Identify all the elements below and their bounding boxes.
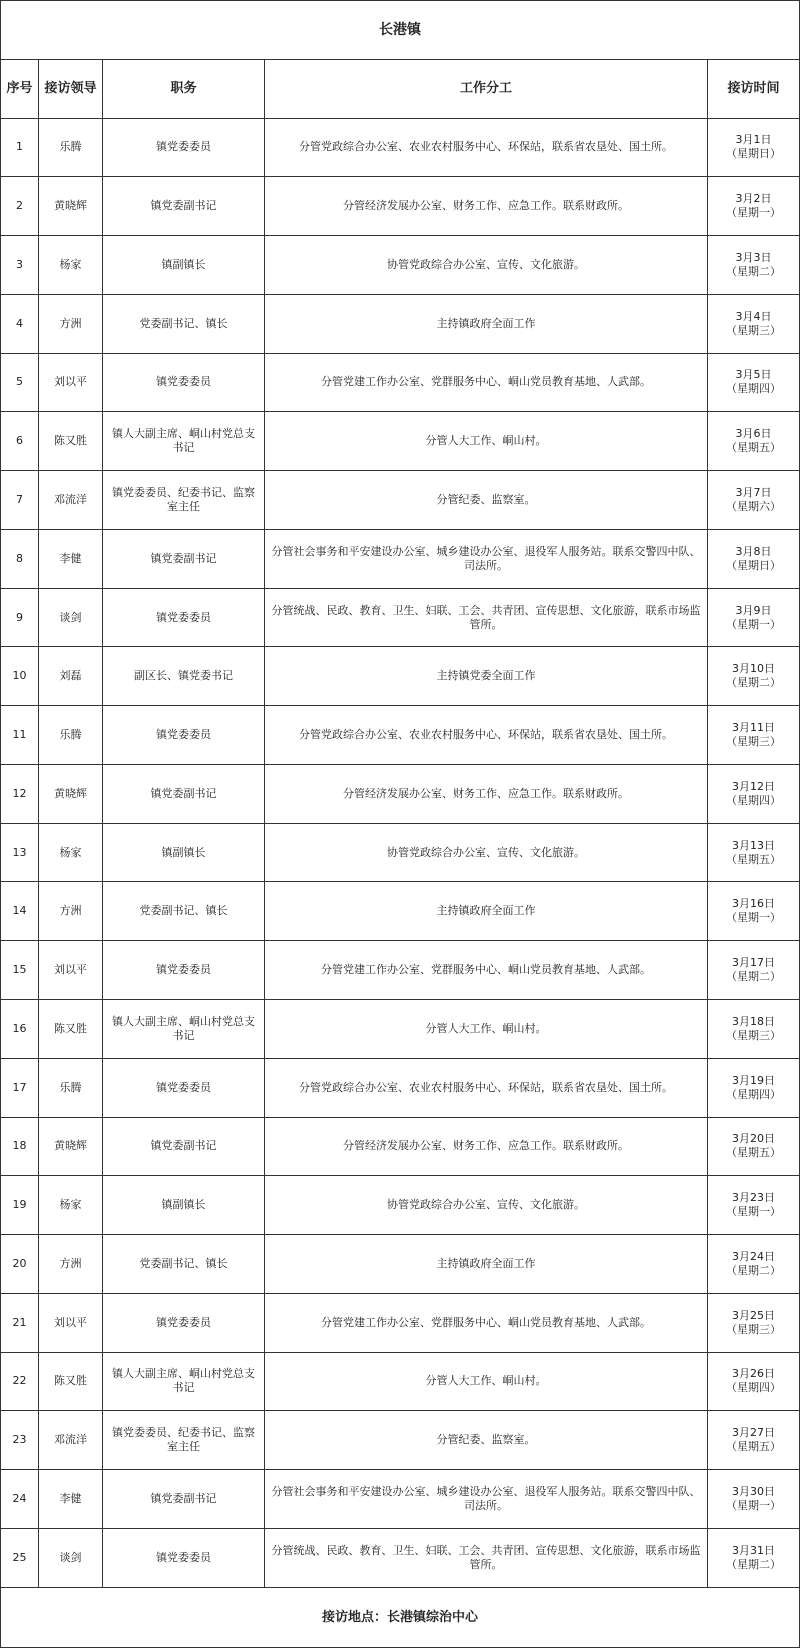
reception-date: 3月9日 bbox=[735, 603, 772, 617]
cell-leader: 邓流洋 bbox=[39, 471, 103, 530]
reception-weekday: （星期二） bbox=[726, 1557, 782, 1571]
cell-reception-time bbox=[708, 1528, 800, 1587]
cell-leader: 邓流洋 bbox=[39, 1411, 103, 1470]
header-position: 职务 bbox=[103, 59, 265, 118]
reception-weekday: （星期三） bbox=[726, 735, 782, 749]
cell-position: 镇党委委员 bbox=[103, 1058, 265, 1117]
reception-date: 3月20日 bbox=[732, 1132, 776, 1146]
reception-weekday: （星期三） bbox=[726, 323, 782, 337]
reception-date: 3月27日 bbox=[732, 1426, 776, 1440]
cell-position: 党委副书记、镇长 bbox=[103, 882, 265, 941]
reception-date: 3月17日 bbox=[732, 956, 776, 970]
cell-leader: 刘磊 bbox=[39, 647, 103, 706]
cell-duty: 协管党政综合办公室、宣传、文化旅游。 bbox=[265, 823, 708, 882]
cell-reception-time bbox=[708, 294, 800, 353]
cell-leader: 乐腾 bbox=[39, 118, 103, 177]
cell-duty: 分管党政综合办公室、农业农村服务中心、环保站，联系省农垦处、国土所。 bbox=[265, 118, 708, 177]
reception-date: 3月13日 bbox=[732, 838, 776, 852]
reception-weekday: （星期一） bbox=[726, 911, 782, 925]
cell-leader: 黄晓辉 bbox=[39, 1117, 103, 1176]
reception-date: 3月30日 bbox=[732, 1485, 776, 1499]
reception-date: 3月5日 bbox=[735, 368, 772, 382]
reception-date: 3月26日 bbox=[732, 1367, 776, 1381]
cell-duty: 主持镇政府全面工作 bbox=[265, 882, 708, 941]
cell-reception-time bbox=[708, 823, 800, 882]
cell-position: 镇人大副主席、峒山村党总支书记 bbox=[103, 1000, 265, 1059]
cell-position: 镇党委委员 bbox=[103, 1528, 265, 1587]
header-time: 接访时间 bbox=[708, 59, 800, 118]
cell-position: 党委副书记、镇长 bbox=[103, 1235, 265, 1294]
cell-reception-time bbox=[708, 706, 800, 765]
cell-duty: 分管经济发展办公室、财务工作、应急工作。联系财政所。 bbox=[265, 764, 708, 823]
cell-duty: 分管人大工作、峒山村。 bbox=[265, 1000, 708, 1059]
cell-reception-time bbox=[708, 412, 800, 471]
cell-duty: 主持镇政府全面工作 bbox=[265, 1235, 708, 1294]
reception-weekday: （星期五） bbox=[726, 441, 782, 455]
cell-position: 镇党委委员 bbox=[103, 1293, 265, 1352]
cell-reception-time bbox=[708, 588, 800, 647]
cell-no: 2 bbox=[1, 177, 39, 236]
reception-date: 3月10日 bbox=[732, 662, 776, 676]
cell-leader: 陈又胜 bbox=[39, 1352, 103, 1411]
table-row bbox=[1, 706, 800, 765]
reception-date: 3月8日 bbox=[735, 544, 772, 558]
reception-date: 3月11日 bbox=[732, 721, 776, 735]
reception-date: 3月16日 bbox=[732, 897, 776, 911]
reception-location: 接访地点：长港镇综治中心 bbox=[1, 1588, 800, 1648]
header-duty: 工作分工 bbox=[265, 59, 708, 118]
cell-reception-time bbox=[708, 236, 800, 295]
cell-no: 6 bbox=[1, 412, 39, 471]
cell-position: 镇党委委员 bbox=[103, 118, 265, 177]
cell-reception-time bbox=[708, 882, 800, 941]
cell-no: 12 bbox=[1, 764, 39, 823]
reception-weekday: （星期四） bbox=[726, 382, 782, 396]
reception-weekday: （星期一） bbox=[726, 1499, 782, 1513]
cell-position: 镇党委委员 bbox=[103, 941, 265, 1000]
cell-leader: 乐腾 bbox=[39, 706, 103, 765]
cell-duty: 分管经济发展办公室、财务工作、应急工作。联系财政所。 bbox=[265, 177, 708, 236]
table-row bbox=[1, 647, 800, 706]
reception-date: 3月7日 bbox=[735, 486, 772, 499]
reception-date: 3月4日 bbox=[735, 309, 772, 323]
cell-duty: 分管社会事务和平安建设办公室、城乡建设办公室、退役军人服务站。联系交警四中队、司法所。 bbox=[265, 1470, 708, 1529]
reception-weekday: （星期日） bbox=[726, 558, 782, 572]
cell-position: 副区长、镇党委书记 bbox=[103, 647, 265, 706]
reception-date: 3月1日 bbox=[735, 133, 772, 147]
table-row bbox=[1, 177, 800, 236]
table-row bbox=[1, 1528, 800, 1587]
reception-weekday: （星期五） bbox=[726, 852, 782, 866]
reception-date: 3月24日 bbox=[732, 1249, 776, 1263]
reception-date: 3月2日 bbox=[735, 192, 772, 206]
reception-date: 3月6日 bbox=[735, 427, 772, 441]
table-row bbox=[1, 882, 800, 941]
cell-duty: 分管党建工作办公室、党群服务中心、峒山党员教育基地、人武部。 bbox=[265, 941, 708, 1000]
cell-no: 11 bbox=[1, 706, 39, 765]
cell-leader: 乐腾 bbox=[39, 1058, 103, 1117]
cell-no: 19 bbox=[1, 1176, 39, 1235]
cell-duty: 分管纪委、监察室。 bbox=[265, 471, 708, 530]
table-row bbox=[1, 471, 800, 530]
cell-no: 7 bbox=[1, 471, 39, 530]
cell-no: 4 bbox=[1, 294, 39, 353]
reception-date: 3月12日 bbox=[732, 779, 776, 793]
cell-duty: 分管统战、民政、教育、卫生、妇联、工会、共青团、宣传思想、文化旅游，联系市场监管所。 bbox=[265, 1528, 708, 1587]
table-title: 长港镇 bbox=[1, 1, 800, 60]
cell-leader: 方洲 bbox=[39, 1235, 103, 1294]
cell-reception-time bbox=[708, 1470, 800, 1529]
cell-position: 镇党委副书记 bbox=[103, 529, 265, 588]
table-row bbox=[1, 941, 800, 1000]
cell-reception-time bbox=[708, 941, 800, 1000]
table-row bbox=[1, 412, 800, 471]
cell-position: 镇党委副书记 bbox=[103, 764, 265, 823]
cell-leader: 刘以平 bbox=[39, 353, 103, 412]
cell-position: 镇党委委员 bbox=[103, 353, 265, 412]
cell-leader: 杨家 bbox=[39, 823, 103, 882]
cell-no: 17 bbox=[1, 1058, 39, 1117]
reception-weekday: （星期四） bbox=[726, 793, 782, 807]
table-row bbox=[1, 529, 800, 588]
cell-no: 10 bbox=[1, 647, 39, 706]
cell-duty: 协管党政综合办公室、宣传、文化旅游。 bbox=[265, 1176, 708, 1235]
cell-position: 镇党委副书记 bbox=[103, 1117, 265, 1176]
cell-position: 党委副书记、镇长 bbox=[103, 294, 265, 353]
table-row bbox=[1, 1411, 800, 1470]
cell-no: 24 bbox=[1, 1470, 39, 1529]
cell-position: 镇人大副主席、峒山村党总支书记 bbox=[103, 412, 265, 471]
cell-no: 14 bbox=[1, 882, 39, 941]
header-no: 序号 bbox=[1, 59, 39, 118]
cell-duty: 分管统战、民政、教育、卫生、妇联、工会、共青团、宣传思想、文化旅游，联系市场监管所。 bbox=[265, 588, 708, 647]
cell-reception-time bbox=[708, 1293, 800, 1352]
cell-duty: 主持镇党委全面工作 bbox=[265, 647, 708, 706]
cell-leader: 陈又胜 bbox=[39, 412, 103, 471]
cell-leader: 李健 bbox=[39, 1470, 103, 1529]
cell-reception-time bbox=[708, 177, 800, 236]
cell-leader: 刘以平 bbox=[39, 941, 103, 1000]
reception-weekday: （星期三） bbox=[726, 1028, 782, 1042]
reception-weekday: （星期二） bbox=[726, 676, 782, 690]
reception-weekday: （星期五） bbox=[726, 1440, 782, 1454]
cell-duty: 分管社会事务和平安建设办公室、城乡建设办公室、退役军人服务站。联系交警四中队、司法所。 bbox=[265, 529, 708, 588]
table-row bbox=[1, 1176, 800, 1235]
reception-date: 3月31日 bbox=[732, 1543, 776, 1557]
cell-reception-time bbox=[708, 764, 800, 823]
cell-leader: 杨家 bbox=[39, 236, 103, 295]
cell-leader: 方洲 bbox=[39, 882, 103, 941]
table-row bbox=[1, 118, 800, 177]
reception-date: 3月25日 bbox=[732, 1308, 776, 1322]
reception-weekday: （星期一） bbox=[726, 206, 782, 220]
reception-date: 3月3日 bbox=[735, 250, 772, 264]
table-row bbox=[1, 1235, 800, 1294]
cell-reception-time bbox=[708, 1235, 800, 1294]
cell-leader: 黄晓辉 bbox=[39, 177, 103, 236]
cell-duty: 主持镇政府全面工作 bbox=[265, 294, 708, 353]
cell-position: 镇人大副主席、峒山村党总支书记 bbox=[103, 1352, 265, 1411]
cell-no: 5 bbox=[1, 353, 39, 412]
table-row bbox=[1, 823, 800, 882]
cell-reception-time bbox=[708, 1117, 800, 1176]
cell-leader: 刘以平 bbox=[39, 1293, 103, 1352]
cell-position: 镇党委委员 bbox=[103, 588, 265, 647]
cell-duty: 分管纪委、监察室。 bbox=[265, 1411, 708, 1470]
cell-no: 13 bbox=[1, 823, 39, 882]
cell-reception-time bbox=[708, 1058, 800, 1117]
reception-weekday: （星期四） bbox=[726, 1381, 782, 1395]
table-row bbox=[1, 353, 800, 412]
reception-weekday: （星期日） bbox=[726, 147, 782, 161]
cell-leader: 谈剑 bbox=[39, 588, 103, 647]
cell-position: 镇副镇长 bbox=[103, 823, 265, 882]
table-title-row bbox=[1, 1, 800, 60]
cell-no: 3 bbox=[1, 236, 39, 295]
cell-reception-time bbox=[708, 1000, 800, 1059]
reception-weekday: （星期一） bbox=[726, 1205, 782, 1219]
table-row bbox=[1, 764, 800, 823]
cell-reception-time bbox=[708, 1352, 800, 1411]
reception-weekday: （星期三） bbox=[726, 1322, 782, 1336]
reception-weekday: （星期二） bbox=[726, 970, 782, 984]
table-row bbox=[1, 1058, 800, 1117]
cell-duty: 分管党政综合办公室、农业农村服务中心、环保站，联系省农垦处、国土所。 bbox=[265, 1058, 708, 1117]
footer-row bbox=[1, 1588, 800, 1648]
cell-position: 镇党委副书记 bbox=[103, 177, 265, 236]
cell-duty: 分管党建工作办公室、党群服务中心、峒山党员教育基地、人武部。 bbox=[265, 353, 708, 412]
table-row bbox=[1, 1000, 800, 1059]
cell-no: 25 bbox=[1, 1528, 39, 1587]
cell-leader: 陈又胜 bbox=[39, 1000, 103, 1059]
cell-position: 镇党委委员、纪委书记、监察室主任 bbox=[103, 471, 265, 530]
table-row bbox=[1, 294, 800, 353]
cell-no: 15 bbox=[1, 941, 39, 1000]
cell-leader: 谈剑 bbox=[39, 1528, 103, 1587]
reception-weekday: （星期五） bbox=[726, 1146, 782, 1160]
reception-weekday: （星期一） bbox=[726, 617, 782, 631]
reception-weekday: （星期六） bbox=[726, 500, 782, 513]
table-row bbox=[1, 1470, 800, 1529]
cell-reception-time bbox=[708, 1176, 800, 1235]
cell-duty: 分管党建工作办公室、党群服务中心、峒山党员教育基地、人武部。 bbox=[265, 1293, 708, 1352]
cell-position: 镇副镇长 bbox=[103, 236, 265, 295]
cell-no: 1 bbox=[1, 118, 39, 177]
cell-no: 9 bbox=[1, 588, 39, 647]
table-row bbox=[1, 588, 800, 647]
cell-duty: 分管党政综合办公室、农业农村服务中心、环保站，联系省农垦处、国土所。 bbox=[265, 706, 708, 765]
cell-reception-time bbox=[708, 529, 800, 588]
reception-date: 3月18日 bbox=[732, 1014, 776, 1028]
cell-reception-time bbox=[708, 647, 800, 706]
cell-leader: 李健 bbox=[39, 529, 103, 588]
table-row bbox=[1, 236, 800, 295]
cell-reception-time bbox=[708, 1411, 800, 1470]
cell-position: 镇党委委员、纪委书记、监察室主任 bbox=[103, 1411, 265, 1470]
cell-leader: 黄晓辉 bbox=[39, 764, 103, 823]
table-row bbox=[1, 1117, 800, 1176]
cell-position: 镇党委副书记 bbox=[103, 1470, 265, 1529]
cell-no: 21 bbox=[1, 1293, 39, 1352]
reception-weekday: （星期二） bbox=[726, 264, 782, 278]
cell-position: 镇党委委员 bbox=[103, 706, 265, 765]
table-row bbox=[1, 1352, 800, 1411]
cell-no: 16 bbox=[1, 1000, 39, 1059]
cell-duty: 分管经济发展办公室、财务工作、应急工作。联系财政所。 bbox=[265, 1117, 708, 1176]
cell-position: 镇副镇长 bbox=[103, 1176, 265, 1235]
cell-no: 20 bbox=[1, 1235, 39, 1294]
cell-reception-time bbox=[708, 118, 800, 177]
cell-duty: 协管党政综合办公室、宣传、文化旅游。 bbox=[265, 236, 708, 295]
table-row bbox=[1, 1293, 800, 1352]
cell-leader: 方洲 bbox=[39, 294, 103, 353]
cell-reception-time bbox=[708, 353, 800, 412]
cell-reception-time bbox=[708, 471, 800, 530]
header-leader: 接访领导 bbox=[39, 59, 103, 118]
header-row bbox=[1, 59, 800, 118]
cell-no: 23 bbox=[1, 1411, 39, 1470]
cell-no: 22 bbox=[1, 1352, 39, 1411]
cell-leader: 杨家 bbox=[39, 1176, 103, 1235]
cell-duty: 分管人大工作、峒山村。 bbox=[265, 412, 708, 471]
reception-date: 3月19日 bbox=[732, 1073, 776, 1087]
cell-no: 18 bbox=[1, 1117, 39, 1176]
cell-duty: 分管人大工作、峒山村。 bbox=[265, 1352, 708, 1411]
reception-weekday: （星期四） bbox=[726, 1087, 782, 1101]
cell-no: 8 bbox=[1, 529, 39, 588]
reception-weekday: （星期二） bbox=[726, 1263, 782, 1277]
reception-date: 3月23日 bbox=[732, 1191, 776, 1205]
